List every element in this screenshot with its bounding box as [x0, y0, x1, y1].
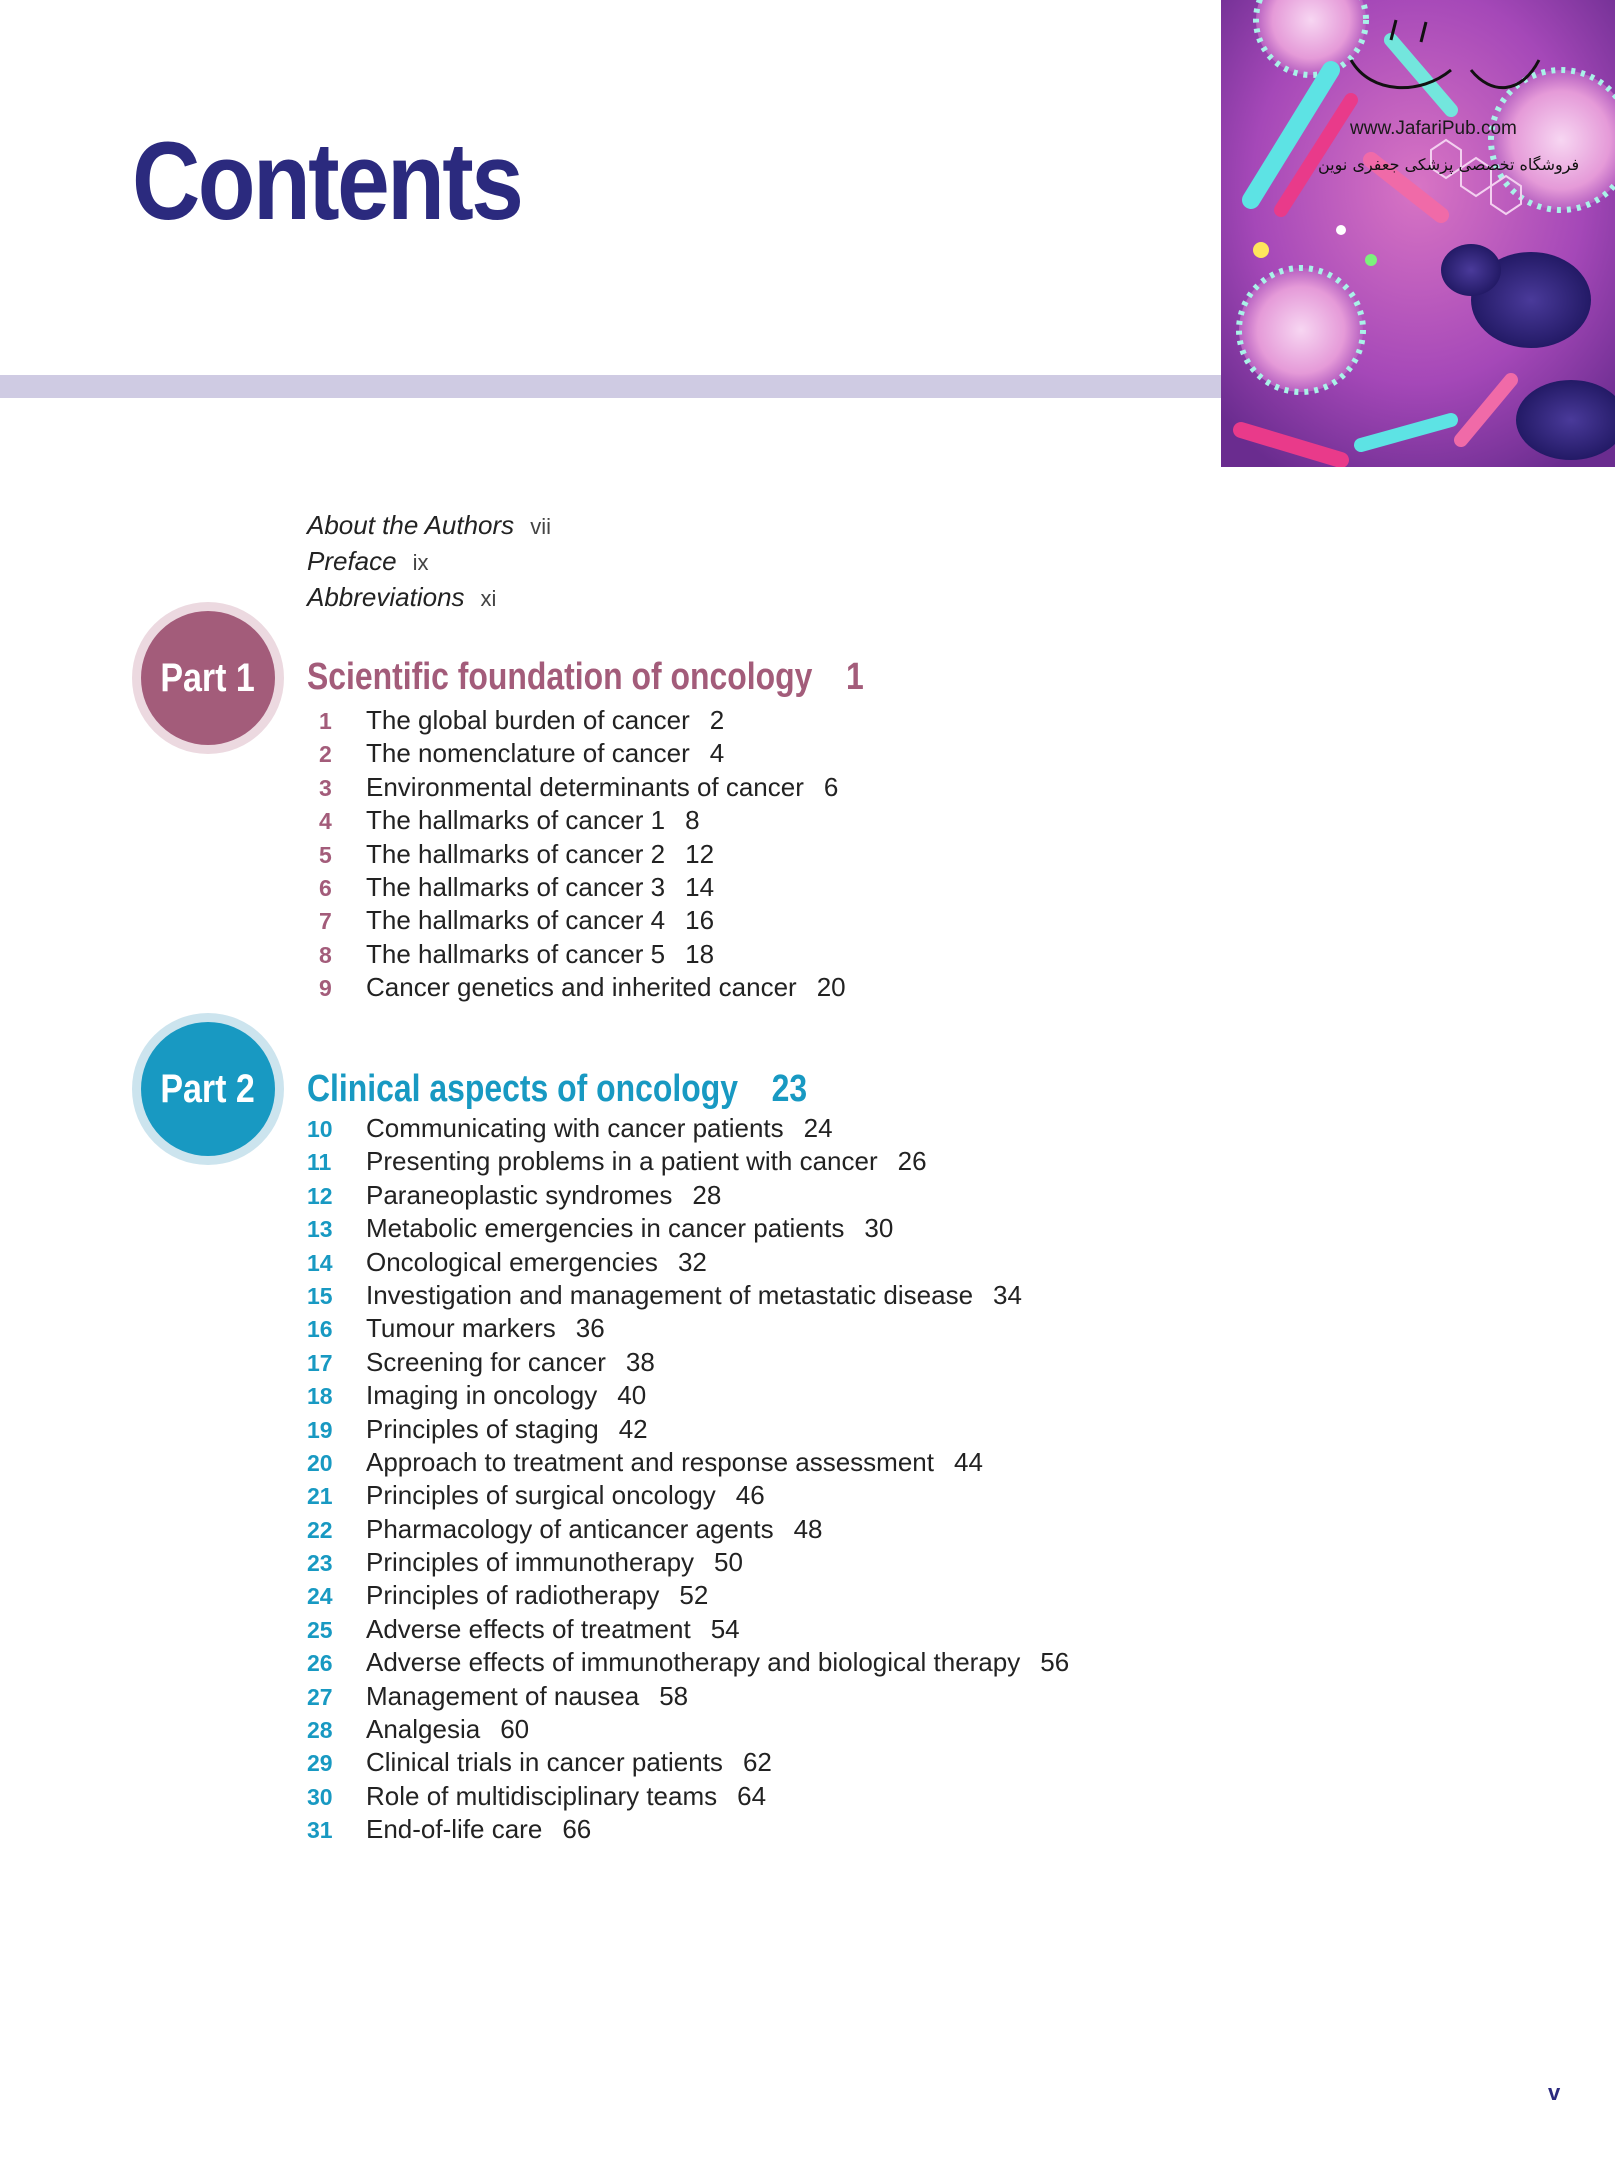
chapter-row[interactable]	[307, 771, 846, 804]
chapter-row[interactable]	[307, 1579, 1069, 1612]
chapter-row[interactable]	[307, 1279, 1069, 1312]
chapter-page: 12	[685, 838, 715, 869]
chapter-number: 29	[307, 1750, 333, 1777]
chapter-row[interactable]	[307, 1680, 1069, 1713]
front-matter-label: Abbreviations	[307, 582, 465, 612]
chapter-row[interactable]	[307, 1379, 1069, 1412]
chapter-row[interactable]	[307, 704, 846, 737]
chapter-title: Imaging in oncology	[366, 1380, 598, 1411]
chapter-title: Role of multidisciplinary teams	[366, 1780, 718, 1811]
chapter-title: Environmental determinants of cancer	[366, 771, 804, 802]
chapter-page: 48	[793, 1513, 823, 1544]
chapter-row[interactable]	[307, 1546, 1069, 1579]
chapter-number: 1	[319, 708, 332, 734]
chapter-number: 18	[307, 1383, 333, 1410]
part-2-title-text: Clinical aspects of oncology	[307, 1068, 739, 1110]
part-1-chapter-list	[307, 704, 846, 1005]
chapter-row[interactable]	[307, 1646, 1069, 1679]
chapter-number: 5	[319, 841, 332, 868]
chapter-number: 4	[319, 808, 332, 835]
chapter-title: Principles of surgical oncology	[366, 1480, 716, 1511]
chapter-page: 50	[714, 1547, 743, 1578]
front-matter-item[interactable]	[307, 580, 551, 616]
chapter-row[interactable]	[307, 1813, 1069, 1846]
front-matter-item[interactable]	[307, 544, 551, 580]
chapter-number: 14	[307, 1249, 333, 1276]
chapter-row[interactable]	[307, 971, 846, 1004]
part-2-title[interactable]	[307, 1068, 807, 1111]
front-matter-page: ix	[412, 550, 429, 575]
chapter-row[interactable]	[307, 1446, 1069, 1479]
chapter-number: 19	[307, 1416, 333, 1443]
chapter-page: 56	[1040, 1647, 1070, 1678]
chapter-number: 22	[307, 1516, 333, 1543]
chapter-number: 11	[307, 1149, 332, 1176]
chapter-number: 15	[307, 1282, 333, 1309]
chapter-page: 60	[500, 1714, 530, 1745]
cover-illustration	[1221, 0, 1615, 467]
page-folio: v	[1548, 2080, 1561, 2105]
chapter-page: 4	[709, 738, 725, 769]
chapter-number: 26	[307, 1650, 333, 1677]
chapter-page: 24	[803, 1113, 833, 1143]
chapter-page: 32	[677, 1246, 707, 1277]
chapter-title: Approach to treatment and response assessment	[366, 1446, 934, 1477]
chapter-title: Principles of immunotherapy	[366, 1547, 695, 1578]
chapter-title: Presenting problems in a patient with cancer	[366, 1146, 878, 1177]
chapter-title: The hallmarks of cancer 5	[366, 938, 666, 969]
chapter-title: Cancer genetics and inherited cancer	[366, 972, 797, 1003]
watermark-url: www.JafariPub.com	[1350, 118, 1517, 139]
part-1-page: 1	[845, 656, 864, 698]
chapter-number: 2	[319, 741, 332, 768]
chapter-number: 12	[307, 1182, 333, 1209]
chapter-number: 3	[319, 774, 332, 801]
chapter-title: Paraneoplastic syndromes	[366, 1179, 673, 1210]
chapter-page: 34	[993, 1279, 1022, 1310]
chapter-row[interactable]	[307, 1312, 1069, 1345]
chapter-row[interactable]	[307, 804, 846, 837]
chapter-number: 8	[319, 941, 332, 968]
chapter-row[interactable]	[307, 1746, 1069, 1779]
chapter-row[interactable]	[307, 871, 846, 904]
chapter-row[interactable]	[307, 1179, 1069, 1212]
chapter-number: 13	[307, 1216, 333, 1243]
chapter-row[interactable]	[307, 1413, 1069, 1446]
front-matter	[307, 508, 551, 616]
chapter-page: 44	[954, 1446, 983, 1477]
chapter-row[interactable]	[307, 1713, 1069, 1746]
part-2-badge-circle	[141, 1022, 275, 1156]
chapter-title: Investigation and management of metastatic disease	[366, 1279, 974, 1310]
chapter-number: 7	[319, 908, 332, 935]
chapter-title: Metabolic emergencies in cancer patients	[366, 1213, 845, 1244]
watermark-persian: فروشگاه تخصصی پزشکی جعفری نوین	[1318, 155, 1580, 174]
chapter-title: The hallmarks of cancer 1	[366, 805, 666, 836]
front-matter-label: About the Authors	[307, 510, 515, 540]
chapter-page: 6	[823, 771, 839, 802]
chapter-row[interactable]	[307, 1246, 1069, 1279]
chapter-title: The hallmarks of cancer 2	[366, 838, 666, 869]
chapter-title: Analgesia	[366, 1714, 481, 1745]
chapter-row[interactable]	[307, 1780, 1069, 1813]
chapter-title: The nomenclature of cancer	[366, 738, 690, 769]
part-2-chapter-list	[307, 1112, 1069, 1847]
chapter-page: 8	[685, 805, 700, 836]
cell-illustration	[1221, 0, 1615, 467]
chapter-row[interactable]	[307, 1346, 1069, 1379]
chapter-row[interactable]	[307, 1145, 1069, 1178]
chapter-page: 64	[737, 1780, 767, 1811]
chapter-number: 27	[307, 1683, 333, 1710]
chapter-page: 36	[575, 1313, 605, 1344]
chapter-title: Communicating with cancer patients	[366, 1113, 784, 1143]
chapter-page: 42	[618, 1413, 648, 1444]
front-matter-page: vii	[530, 514, 551, 539]
chapter-row[interactable]	[307, 1513, 1069, 1546]
chapter-row[interactable]	[307, 737, 846, 770]
chapter-page: 40	[617, 1380, 647, 1411]
chapter-row[interactable]	[307, 904, 846, 937]
chapter-page: 58	[659, 1680, 689, 1711]
part-1-title[interactable]	[307, 656, 864, 699]
chapter-title: Screening for cancer	[366, 1346, 606, 1377]
chapter-page: 26	[897, 1146, 927, 1177]
part-1-badge-label: Part 1	[160, 655, 256, 700]
chapter-number: 24	[307, 1583, 333, 1610]
chapter-page: 28	[692, 1179, 722, 1210]
chapter-number: 6	[319, 874, 332, 901]
page-title: Contents	[132, 120, 522, 243]
chapter-page: 18	[685, 938, 715, 969]
chapter-number: 25	[307, 1616, 333, 1643]
chapter-number: 17	[307, 1349, 333, 1376]
chapter-page: 30	[864, 1213, 894, 1244]
chapter-page: 2	[709, 705, 725, 735]
part-2-badge-label: Part 2	[160, 1066, 256, 1111]
chapter-page: 46	[735, 1480, 765, 1511]
part-1-title-text: Scientific foundation of oncology	[307, 656, 813, 698]
chapter-page: 66	[562, 1814, 592, 1845]
chapter-row[interactable]	[307, 838, 846, 871]
chapter-title: The global burden of cancer	[366, 705, 690, 735]
part-2-page: 23	[771, 1068, 808, 1110]
chapter-page: 38	[625, 1346, 655, 1377]
chapter-number: 28	[307, 1717, 333, 1744]
chapter-page: 20	[816, 972, 846, 1003]
chapter-title: Tumour markers	[366, 1313, 556, 1344]
chapter-page: 54	[710, 1613, 740, 1644]
chapter-number: 20	[307, 1449, 333, 1476]
chapter-row[interactable]	[307, 1212, 1069, 1245]
chapter-title: Management of nausea	[366, 1680, 640, 1711]
chapter-title: The hallmarks of cancer 4	[366, 905, 666, 936]
chapter-title: Pharmacology of anticancer agents	[366, 1513, 774, 1544]
chapter-row[interactable]	[307, 1479, 1069, 1512]
front-matter-label: Preface	[307, 546, 397, 576]
front-matter-item[interactable]	[307, 508, 551, 544]
chapter-title: Adverse effects of immunotherapy and biological therapy	[366, 1647, 1021, 1678]
chapter-number: 21	[307, 1483, 333, 1510]
front-matter-page: xi	[480, 586, 497, 611]
chapter-title: Principles of radiotherapy	[366, 1580, 660, 1611]
chapter-page: 62	[742, 1747, 772, 1778]
chapter-number: 10	[307, 1116, 333, 1142]
chapter-row[interactable]	[307, 938, 846, 971]
chapter-title: The hallmarks of cancer 3	[366, 871, 666, 902]
chapter-number: 31	[307, 1817, 333, 1844]
chapter-page: 14	[685, 871, 715, 902]
chapter-row[interactable]	[307, 1613, 1069, 1646]
chapter-page: 52	[679, 1580, 709, 1611]
chapter-number: 23	[307, 1550, 333, 1577]
chapter-title: Principles of staging	[366, 1413, 599, 1444]
chapter-number: 30	[307, 1783, 333, 1810]
chapter-title: End-of-life care	[366, 1814, 543, 1845]
part-1-badge	[132, 602, 284, 754]
part-2-badge	[132, 1013, 284, 1165]
part-1-badge-circle	[141, 611, 275, 745]
chapter-title: Clinical trials in cancer patients	[366, 1747, 723, 1778]
chapter-row[interactable]	[307, 1112, 1069, 1145]
chapter-page: 16	[685, 905, 715, 936]
chapter-number: 9	[319, 975, 332, 1002]
chapter-title: Adverse effects of treatment	[366, 1613, 691, 1644]
chapter-title: Oncological emergencies	[366, 1246, 658, 1277]
chapter-number: 16	[307, 1316, 333, 1343]
